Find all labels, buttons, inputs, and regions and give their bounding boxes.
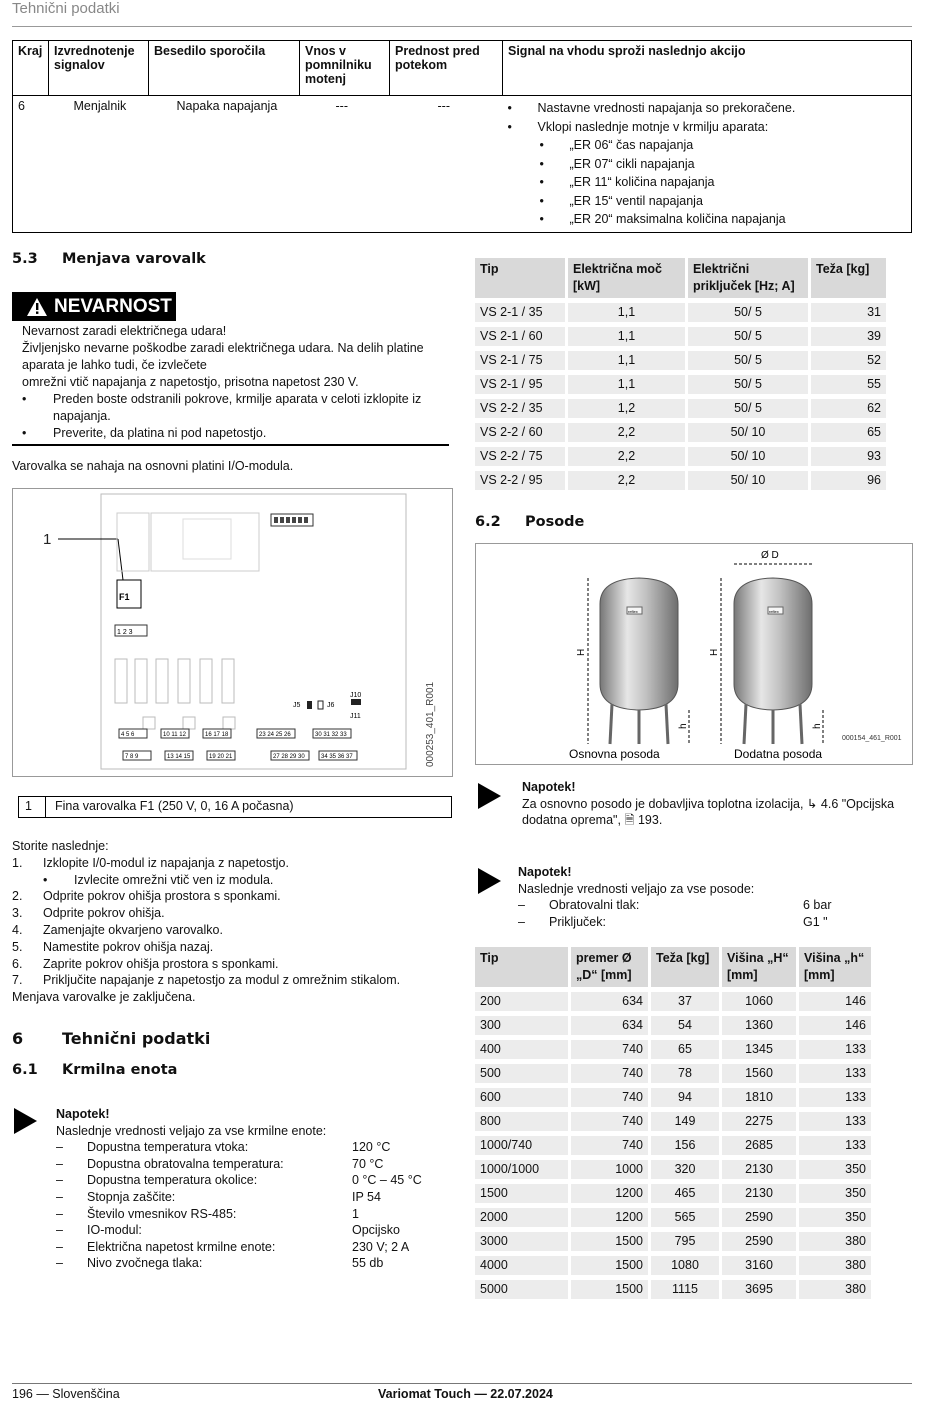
col-header: Signal na vhodu sproži naslednjo akcijo <box>503 41 912 96</box>
terminal-group-label: 34 35 36 37 <box>321 754 353 760</box>
step-item: 7. Priključite napajanje z napetostjo za modul z omrežnim stikalom. <box>12 973 401 988</box>
table-cell: 350 <box>799 1160 871 1179</box>
table-row <box>475 1160 871 1179</box>
section-heading-5-3 <box>12 251 206 267</box>
table-cell: VS 2-2 / 75 <box>475 447 565 466</box>
table-cell: 156 <box>651 1136 719 1155</box>
spec-row: – Dopustna temperatura okolice: 0 °C – 45 °C <box>56 1172 436 1189</box>
message-table-row <box>13 96 912 233</box>
table-cell: 1,1 <box>568 351 685 370</box>
table-cell: 3695 <box>722 1280 796 1299</box>
spec-row: – Število vmesnikov RS-485: 1 <box>56 1206 436 1223</box>
terminal-group-label: 4 5 6 <box>121 732 135 738</box>
section-heading-6-2 <box>475 514 584 530</box>
table-cell: 3000 <box>475 1232 568 1251</box>
table-cell: 1810 <box>722 1088 796 1107</box>
terminal-group-label: 30 31 32 33 <box>315 732 347 738</box>
table-row <box>475 471 886 490</box>
table-row <box>475 1232 871 1251</box>
terminal-group-label: 13 14 15 <box>167 754 191 760</box>
col-header: Teža [kg] <box>651 947 719 987</box>
legend-divider <box>45 797 46 817</box>
vessel-table-header <box>475 947 871 987</box>
table-cell: 500 <box>475 1064 568 1083</box>
table-cell: 1,1 <box>568 375 685 394</box>
steps-done: Menjava varovalke je zaključena. <box>12 990 196 1005</box>
step-item: 1. Izklopite I/0-modul iz napajanja z napetostjo. <box>12 855 289 870</box>
basic-vessel-label: Osnovna posoda <box>569 747 660 761</box>
terminal-group-label: 16 17 18 <box>205 732 229 738</box>
table-cell: 93 <box>811 447 886 466</box>
table-cell: 50/ 5 <box>688 327 808 346</box>
col-header: Kraj <box>13 41 49 96</box>
danger-line: Nevarnost zaradi električnega udara! <box>22 324 227 338</box>
table-cell: 600 <box>475 1088 568 1107</box>
section-heading-6 <box>12 1029 210 1048</box>
table-cell: 50/ 10 <box>688 423 808 442</box>
table-cell: 1500 <box>571 1256 648 1275</box>
section-title: Krmilna enota <box>62 1062 178 1078</box>
jumper-label: J5 <box>293 702 301 709</box>
danger-bullet: • Preverite, da platina ni pod napetostjo. <box>22 425 442 442</box>
col-header: Tip <box>475 258 565 298</box>
note-title: Napotek! <box>522 780 576 794</box>
diameter-label: Ø D <box>761 550 779 561</box>
vessel-badge: reflex <box>628 609 638 614</box>
table-cell: 62 <box>811 399 886 418</box>
table-row <box>475 327 886 346</box>
list-item: • „ER 11“ količina napajanja <box>508 173 907 192</box>
spec-row: – IO-modul: Opcijsko <box>56 1222 436 1239</box>
step-item: 4. Zamenjajte okvarjeno varovalko. <box>12 922 223 937</box>
table-cell: 800 <box>475 1112 568 1131</box>
table-cell: 78 <box>651 1064 719 1083</box>
spec-row: – Električna napetost krmilne enote: 230 V; 2 A <box>56 1239 436 1256</box>
terminal-group-label: 10 11 12 <box>163 732 186 738</box>
table-row <box>475 1184 871 1203</box>
terminal-label: 1 2 3 <box>117 629 133 636</box>
table-cell: 31 <box>811 303 886 322</box>
height-label: H <box>576 648 587 656</box>
table-cell: 96 <box>811 471 886 490</box>
terminal-group-label: 27 28 29 30 <box>273 754 305 760</box>
list-item: • „ER 20“ maksimalna količina napajanja <box>508 210 907 229</box>
step-item: 6. Zaprite pokrov ohišja prostora s sponkami. <box>12 956 279 971</box>
terminal-group-label: 19 20 21 <box>209 754 233 760</box>
section-title: Posode <box>525 514 585 530</box>
danger-divider <box>12 444 449 446</box>
step-item: 2. Odprite pokrov ohišja prostora s sponkami. <box>12 889 281 904</box>
section-number: 6.1 <box>12 1062 38 1078</box>
message-table <box>12 40 912 233</box>
power-table <box>472 253 889 495</box>
table-cell: 1,1 <box>568 303 685 322</box>
table-cell: VS 2-1 / 60 <box>475 327 565 346</box>
table-cell: 1500 <box>475 1184 568 1203</box>
legend-text: Fina varovalka F1 (250 V, 0, 16 A počasna) <box>55 799 294 813</box>
warning-icon <box>26 297 48 317</box>
table-cell: 380 <box>799 1232 871 1251</box>
table-row <box>475 1136 871 1155</box>
cell-vnos: --- <box>300 96 390 233</box>
steps-intro: Storite naslednje: <box>12 839 109 853</box>
table-cell: VS 2-1 / 95 <box>475 375 565 394</box>
table-row <box>475 1088 871 1107</box>
control-unit-note <box>56 1106 436 1272</box>
note-text: Za osnovno posodo je dobavljiva toplotna izolacija, ↳ 4.6 "Opcijska dodatna oprema", 🗎 193. <box>522 796 895 828</box>
table-cell: 740 <box>571 1064 648 1083</box>
step-item: 3. Odprite pokrov ohišja. <box>12 906 165 921</box>
table-row <box>475 1208 871 1227</box>
spec-row: – Obratovalni tlak: 6 bar <box>518 897 898 914</box>
spec-row: – Dopustna obratovalna temperatura: 70 °C <box>56 1156 436 1173</box>
page-icon: 🗎 <box>624 813 635 828</box>
table-cell: 2130 <box>722 1184 796 1203</box>
extra-vessel-label: Dodatna posoda <box>734 747 823 761</box>
table-cell: 565 <box>651 1208 719 1227</box>
table-cell: 380 <box>799 1280 871 1299</box>
col-header: Višina „h“ [mm] <box>799 947 871 987</box>
spec-row: – Dopustna temperatura vtoka: 120 °C <box>56 1139 436 1156</box>
fuse-f1-label: F1 <box>119 592 130 602</box>
power-table-body <box>475 303 886 490</box>
table-cell: VS 2-2 / 35 <box>475 399 565 418</box>
section-title: Menjava varovalk <box>62 251 206 267</box>
note-title: Napotek! <box>56 1107 110 1121</box>
table-cell: 740 <box>571 1088 648 1107</box>
table-cell: 740 <box>571 1112 648 1131</box>
table-cell: 2000 <box>475 1208 568 1227</box>
cell-kraj: 6 <box>13 96 49 233</box>
table-cell: 2275 <box>722 1112 796 1131</box>
table-cell: 1,1 <box>568 327 685 346</box>
table-cell: 465 <box>651 1184 719 1203</box>
table-row <box>475 1016 871 1035</box>
table-cell: 133 <box>799 1064 871 1083</box>
height-label: H <box>709 648 720 656</box>
note-arrow-icon <box>478 868 501 894</box>
table-cell: 740 <box>571 1040 648 1059</box>
note-intro: Naslednje vrednosti veljajo za vse krmilne enote: <box>56 1123 327 1138</box>
table-cell: VS 2-2 / 95 <box>475 471 565 490</box>
note-intro: Naslednje vrednosti veljajo za vse posode: <box>518 881 755 896</box>
table-row <box>475 303 886 322</box>
terminal-group-label: 7 8 9 <box>125 754 139 760</box>
section-number: 5.3 <box>12 251 38 267</box>
table-cell: 39 <box>811 327 886 346</box>
table-cell: 1200 <box>571 1184 648 1203</box>
table-row <box>475 447 886 466</box>
jumper-label: J11 <box>350 713 361 720</box>
note-title: Napotek! <box>518 865 572 879</box>
table-cell: 380 <box>799 1256 871 1275</box>
table-cell: 2,2 <box>568 471 685 490</box>
col-header: Izvrednotenje signalov <box>49 41 149 96</box>
header-divider <box>12 26 912 27</box>
table-cell: 1000/1000 <box>475 1160 568 1179</box>
table-row <box>475 423 886 442</box>
col-header: Električna moč [kW] <box>568 258 685 298</box>
col-header: Besedilo sporočila <box>149 41 300 96</box>
table-row <box>475 992 871 1011</box>
figure-legend <box>18 796 452 818</box>
table-cell: 2130 <box>722 1160 796 1179</box>
table-cell: 2685 <box>722 1136 796 1155</box>
message-table-header <box>13 41 912 96</box>
table-cell: 634 <box>571 992 648 1011</box>
cell-besedilo: Napaka napajanja <box>149 96 300 233</box>
table-cell: 3160 <box>722 1256 796 1275</box>
table-cell: 1500 <box>571 1232 648 1251</box>
table-row <box>475 1040 871 1059</box>
table-cell: 52 <box>811 351 886 370</box>
table-cell: 2590 <box>722 1232 796 1251</box>
table-cell: VS 2-1 / 75 <box>475 351 565 370</box>
actions-list <box>508 99 907 229</box>
table-cell: 2,2 <box>568 423 685 442</box>
page-header-title: Tehnični podatki <box>12 0 120 17</box>
cell-prednost: --- <box>390 96 503 233</box>
table-cell: 50/ 10 <box>688 447 808 466</box>
table-cell: 4000 <box>475 1256 568 1275</box>
fuse-location-text: Varovalka se nahaja na osnovni platini I/O-modula. <box>12 459 294 473</box>
vessel-note-2 <box>518 864 898 930</box>
table-cell: 1080 <box>651 1256 719 1275</box>
table-cell: 300 <box>475 1016 568 1035</box>
danger-text <box>22 323 442 442</box>
vessel-note-1 <box>522 779 907 829</box>
table-cell: 320 <box>651 1160 719 1179</box>
col-header: Električni priključek [Hz; A] <box>688 258 808 298</box>
table-cell: 795 <box>651 1232 719 1251</box>
io-module-drawing <box>13 489 452 776</box>
table-cell: 50/ 5 <box>688 399 808 418</box>
table-cell: 1000 <box>571 1160 648 1179</box>
table-cell: 1500 <box>571 1280 648 1299</box>
note-arrow-icon <box>478 783 501 809</box>
power-table-header <box>475 258 886 298</box>
table-row <box>475 375 886 394</box>
table-cell: 133 <box>799 1136 871 1155</box>
table-cell: 1200 <box>571 1208 648 1227</box>
col-header: Prednost pred potekom <box>390 41 503 96</box>
spec-row: – Stopnja zaščite: IP 54 <box>56 1189 436 1206</box>
table-cell: 94 <box>651 1088 719 1107</box>
table-cell: 146 <box>799 1016 871 1035</box>
table-cell: 65 <box>811 423 886 442</box>
table-cell: 5000 <box>475 1280 568 1299</box>
vessel-table-body <box>475 992 871 1299</box>
table-cell: 200 <box>475 992 568 1011</box>
cell-izvrednotenje: Menjalnik <box>49 96 149 233</box>
list-item: • „ER 07“ cikli napajanja <box>508 155 907 174</box>
danger-line: Življenjsko nevarne poškodbe zaradi električnega udara. Na delih platine aparata je lahko tudi, če izvlečete <box>22 341 424 372</box>
table-row <box>475 351 886 370</box>
table-cell: 65 <box>651 1040 719 1059</box>
table-cell: VS 2-2 / 60 <box>475 423 565 442</box>
footer-divider <box>12 1383 912 1384</box>
list-item: • Vklopi naslednje motnje v krmilju aparata: <box>508 118 907 137</box>
list-item: • „ER 06“ čas napajanja <box>508 136 907 155</box>
spec-row: – Priključek: G1 " <box>518 914 898 931</box>
col-header: Teža [kg] <box>811 258 886 298</box>
table-cell: 740 <box>571 1136 648 1155</box>
table-cell: 50/ 10 <box>688 471 808 490</box>
table-cell: 1115 <box>651 1280 719 1299</box>
table-cell: 133 <box>799 1088 871 1107</box>
cell-actions <box>503 96 912 233</box>
table-cell: 1360 <box>722 1016 796 1035</box>
vessel-badge: reflex <box>769 609 779 614</box>
terminal-group-label: 23 24 25 26 <box>259 732 291 738</box>
section-title: Tehnični podatki <box>62 1029 211 1048</box>
table-row <box>475 399 886 418</box>
table-cell: 1000/740 <box>475 1136 568 1155</box>
table-cell: 1060 <box>722 992 796 1011</box>
list-item: • „ER 15“ ventil napajanja <box>508 192 907 211</box>
jumper-label: J10 <box>350 692 362 699</box>
section-number: 6 <box>12 1029 24 1048</box>
table-cell: 50/ 5 <box>688 375 808 394</box>
table-cell: 350 <box>799 1208 871 1227</box>
table-row <box>475 1064 871 1083</box>
steps-list <box>12 838 442 1006</box>
section-number: 6.2 <box>475 514 501 530</box>
footer-document: Variomat Touch — 22.07.2024 <box>378 1387 553 1401</box>
spec-row: – Nivo zvočnega tlaka: 55 db <box>56 1255 436 1272</box>
danger-badge <box>12 292 176 321</box>
table-row <box>475 1256 871 1275</box>
height-label-small: h <box>812 723 823 729</box>
table-row <box>475 1112 871 1131</box>
table-cell: 1560 <box>722 1064 796 1083</box>
table-cell: 2590 <box>722 1208 796 1227</box>
col-header: Višina „H“ [mm] <box>722 947 796 987</box>
col-header: Tip <box>475 947 568 987</box>
table-cell: 133 <box>799 1112 871 1131</box>
link-arrow-icon: ↳ <box>806 796 818 811</box>
table-cell: 146 <box>799 992 871 1011</box>
table-cell: 133 <box>799 1040 871 1059</box>
callout-1: 1 <box>43 531 52 548</box>
vessels-figure <box>475 543 913 765</box>
io-module-figure <box>12 488 453 777</box>
danger-line: omrežni vtič napajanja z napetostjo, prisotna napetost 230 V. <box>22 375 359 389</box>
figure-code: 000154_461_R001 <box>842 735 902 742</box>
table-cell: 634 <box>571 1016 648 1035</box>
jumper-label: J6 <box>327 702 335 709</box>
list-item: • Nastavne vrednosti napajanja so prekoračene. <box>508 99 907 118</box>
table-cell: 149 <box>651 1112 719 1131</box>
figure-code: 000253_401_R001 <box>425 681 436 767</box>
height-label-small: h <box>678 723 689 729</box>
step-item: 5. Namestite pokrov ohišja nazaj. <box>12 939 214 954</box>
table-row <box>475 1280 871 1299</box>
vessel-table <box>472 942 874 1304</box>
footer-page: 196 — Slovenščina <box>12 1387 120 1401</box>
table-cell: 50/ 5 <box>688 303 808 322</box>
vessels-drawing <box>476 544 912 764</box>
table-cell: 400 <box>475 1040 568 1059</box>
col-header: premer Ø „D“ [mm] <box>571 947 648 987</box>
table-cell: 54 <box>651 1016 719 1035</box>
table-cell: 1,2 <box>568 399 685 418</box>
table-cell: 1345 <box>722 1040 796 1059</box>
col-header: Vnos v pomnilniku motenj <box>300 41 390 96</box>
note-arrow-icon <box>14 1108 37 1134</box>
table-cell: 37 <box>651 992 719 1011</box>
legend-number: 1 <box>25 799 32 813</box>
table-cell: VS 2-1 / 35 <box>475 303 565 322</box>
table-cell: 350 <box>799 1184 871 1203</box>
danger-label: NEVARNOST <box>54 295 172 317</box>
table-cell: 2,2 <box>568 447 685 466</box>
table-cell: 50/ 5 <box>688 351 808 370</box>
section-heading-6-1 <box>12 1062 177 1078</box>
danger-bullet: • Preden boste odstranili pokrove, krmilje aparata v celoti izklopite iz napajanja. <box>22 391 442 425</box>
table-cell: 55 <box>811 375 886 394</box>
step-subitem: • Izvlecite omrežni vtič ven iz modula. <box>12 872 442 889</box>
